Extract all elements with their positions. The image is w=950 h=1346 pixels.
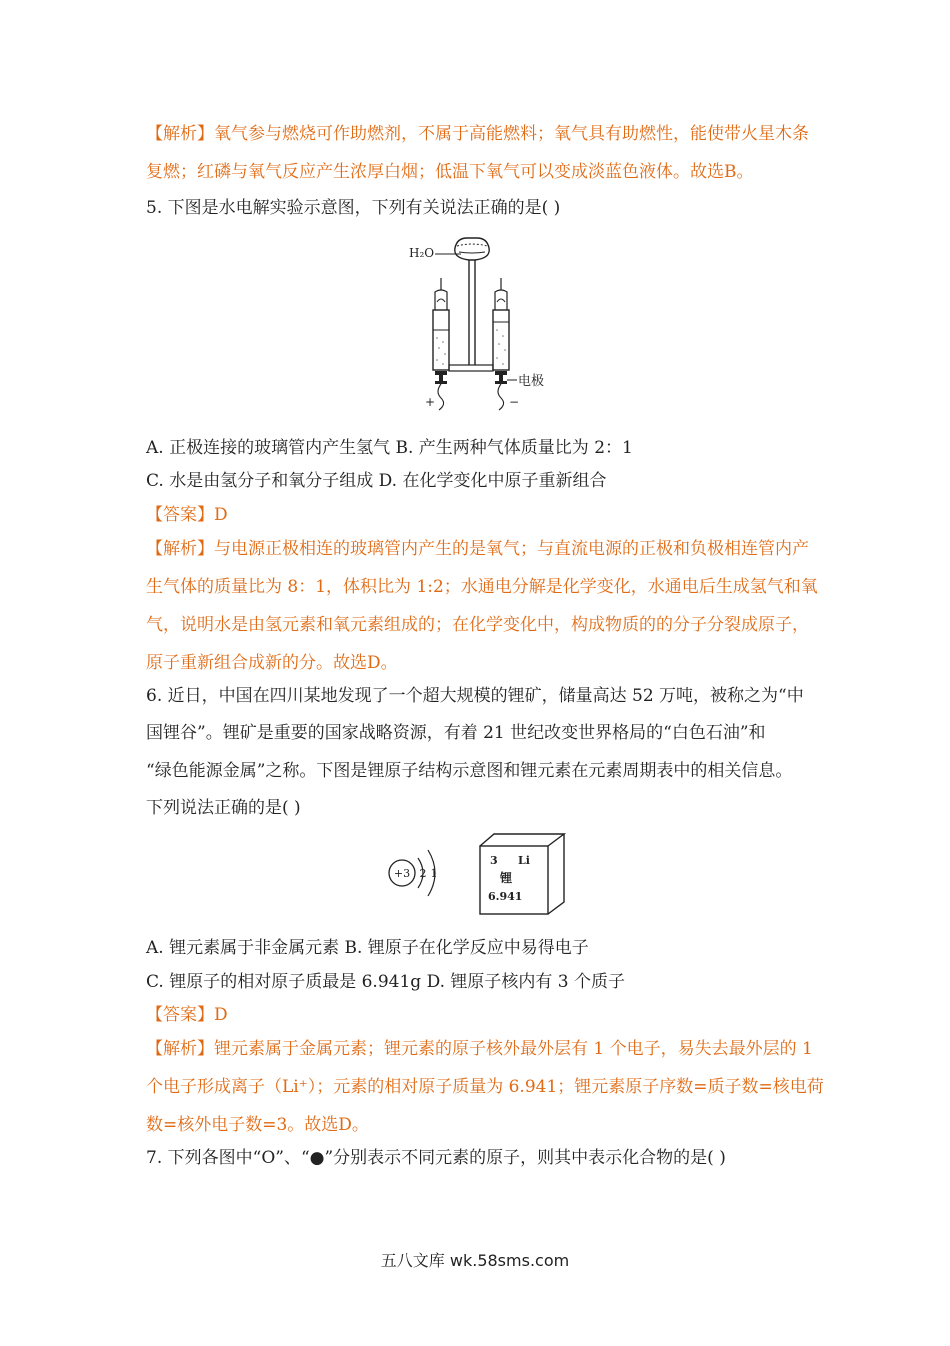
atomic-number: 3 — [490, 854, 498, 867]
q6-analysis-line-3: 数=核外电子数=3。故选D。 — [146, 1115, 369, 1135]
analysis-tag: 【解析】 — [146, 124, 214, 144]
page-footer: 五八文库 wk.58sms.com — [380, 1251, 570, 1270]
q6-analysis-line-1: 【解析】锂元素属于金属元素；锂元素的原子核外最外层有 1 个电子，易失去最外层的 1 — [146, 1039, 813, 1059]
q5-analysis-line-1: 【解析】与电源正极相连的玻璃管内产生的是氧气；与直流电源的正极和负极相连管内产 — [146, 539, 809, 559]
q6-options-line-2: C. 锂原子的相对原子质最是 6.941g D. 锂原子核内有 3 个质子 — [146, 972, 626, 992]
q5-analysis-line-2: 生气体的质量比为 8：1，体积比为 1:2；水通电分解是化学变化，水通电后生成氢气和氧 — [146, 577, 818, 597]
q7-stem: 7. 下列各图中“O”、“●”分别表示不同元素的原子，则其中表示化合物的是( ) — [146, 1148, 726, 1168]
minus-sign: − — [509, 395, 520, 409]
nucleus-label: +3 — [393, 867, 411, 880]
lithium-atom-structure — [384, 840, 454, 904]
q6-answer: 【答案】D — [146, 1005, 228, 1025]
q5-analysis-line-3: 气，说明水是由氢元素和氧元素组成的；在化学变化中，构成物质的的分子分裂成原子， — [146, 615, 809, 635]
q5-answer: 【答案】D — [146, 505, 228, 525]
shell-2-electrons: 1 — [430, 867, 438, 880]
shell-1-electrons: 2 — [419, 867, 427, 880]
electrode-label: 电极 — [518, 374, 545, 389]
lithium-element-card — [478, 832, 570, 916]
q5-options-line-1: A. 正极连接的玻璃管内产生氢气 B. 产生两种气体质量比为 2：1 — [146, 438, 633, 458]
q6-stem-line-4: 下列说法正确的是( ) — [146, 798, 301, 818]
element-name: 锂 — [500, 871, 513, 885]
q6-options-line-1: A. 锂元素属于非金属元素 B. 锂原子在化学反应中易得电子 — [146, 938, 589, 958]
q6-stem-line-3: “绿色能源金属”之称。下图是锂原子结构示意图和锂元素在元素周期表中的相关信息。 — [146, 761, 793, 781]
q4-analysis-line-1: 【解析】氧气参与燃烧可作助燃剂，不属于高能燃料；氧气具有助燃性，能使带火星木条 — [146, 124, 809, 144]
plus-sign: + — [425, 395, 436, 409]
q4-analysis-line-2: 复燃；红磷与氧气反应产生浓厚白烟；低温下氧气可以变成淡蓝色液体。故选B。 — [146, 162, 754, 182]
atomic-mass: 6.941 — [488, 890, 523, 903]
q6-stem-line-2: 国锂谷”。锂矿是重要的国家战略资源，有着 21 世纪改变世界格局的“白色石油”和 — [146, 723, 766, 743]
q5-analysis-line-4: 原子重新组合成新的分。故选D。 — [146, 653, 398, 673]
q5-stem: 5. 下图是水电解实验示意图，下列有关说法正确的是( ) — [146, 198, 561, 218]
element-symbol: Li — [518, 854, 530, 867]
q6-stem-line-1: 6. 近日，中国在四川某地发现了一个超大规模的锂矿，储量高达 52 万吨，被称之为“中 — [146, 686, 804, 706]
water-electrolysis-figure — [405, 230, 555, 415]
h2o-label: H₂O — [409, 246, 435, 260]
q6-analysis-line-2: 个电子形成离子（Li⁺）；元素的相对原子质量为 6.941；锂元素原子序数=质子数=核电荷 — [146, 1077, 824, 1097]
q5-options-line-2: C. 水是由氢分子和氧分子组成 D. 在化学变化中原子重新组合 — [146, 471, 607, 491]
